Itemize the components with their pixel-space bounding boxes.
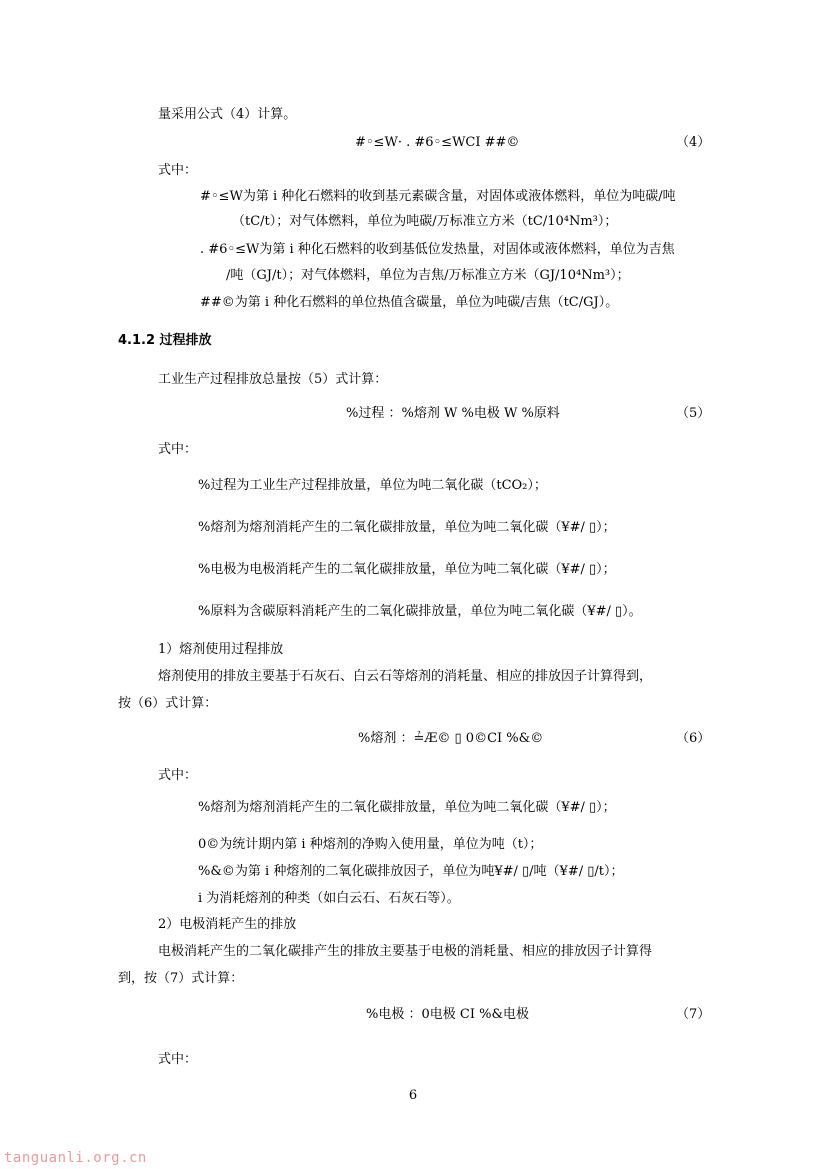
definition-line: ##©为第 i 种化石燃料的单位热值含碳量，单位为吨碳/吉焦（tC/GJ）。 bbox=[200, 295, 619, 310]
equation-number: （5） bbox=[676, 406, 711, 421]
definition-line: （tC/t）；对气体燃料，单位为吨碳/万标准立方米（tC/10⁴Nm³）； bbox=[232, 214, 618, 229]
watermark: tanguanli.org.cn bbox=[4, 1150, 147, 1166]
text-line: 电极消耗产生的二氧化碳排产生的排放主要基于电极的消耗量、相应的排放因子计算得 bbox=[158, 944, 653, 959]
page-number: 6 bbox=[408, 1088, 418, 1103]
text-line: 式中： bbox=[158, 163, 198, 178]
definition-line: 0©为统计期内第 i 种熔剂的净购入使用量，单位为吨（t）； bbox=[198, 837, 543, 852]
subsection-heading: 1）熔剂使用过程排放 bbox=[158, 642, 284, 657]
text-line: 量采用公式（4）计算。 bbox=[158, 107, 297, 122]
definition-line: %原料为含碳原料消耗产生的二氧化碳排放量，单位为吨二氧化碳（¥#/ ▯）。 bbox=[198, 604, 642, 619]
equation-7: %电极 ：0电极 CI %&电极 bbox=[366, 1007, 530, 1022]
definition-line: i 为消耗熔剂的种类（如白云石、石灰石等）。 bbox=[198, 891, 460, 906]
text-line: 式中： bbox=[158, 768, 198, 783]
equation-6: %熔剂 ：≟Æ© ▯ 0©CI %&© bbox=[358, 731, 544, 746]
equation-number: （4） bbox=[676, 135, 711, 150]
equation-5: %过程 ：%熔剂 W %电极 W %原料 bbox=[346, 406, 560, 421]
definition-line: %&©为第 i 种熔剂的二氧化碳排放因子，单位为吨¥#/ ▯/吨（¥#/ ▯/t）； bbox=[198, 864, 624, 879]
text-line: 到，按（7）式计算： bbox=[118, 971, 244, 986]
text-line: 按（6）式计算： bbox=[118, 696, 218, 711]
definition-line: %熔剂为熔剂消耗产生的二氧化碳排放量，单位为吨二氧化碳（¥#/ ▯）； bbox=[198, 800, 616, 815]
equation-number: （6） bbox=[676, 731, 711, 746]
definition-line: %熔剂为熔剂消耗产生的二氧化碳排放量，单位为吨二氧化碳（¥#/ ▯）； bbox=[198, 520, 616, 535]
definition-line: %电极为电极消耗产生的二氧化碳排放量，单位为吨二氧化碳（¥#/ ▯）； bbox=[198, 562, 616, 577]
definition-line: %过程为工业生产过程排放量，单位为吨二氧化碳（tCO₂）； bbox=[198, 478, 547, 493]
equation-4: #◦≤W· . #6◦≤WCI ##© bbox=[355, 135, 520, 150]
equation-number: （7） bbox=[676, 1007, 711, 1022]
text-line: 式中： bbox=[158, 442, 198, 457]
definition-line: . #6◦≤W为第 i 种化石燃料的收到基低位发热量，对固体或液体燃料，单位为吉焦 bbox=[200, 242, 675, 257]
text-line: 熔剂使用的排放主要基于石灰石、白云石等熔剂的消耗量、相应的排放因子计算得到， bbox=[158, 669, 653, 684]
definition-line: /吨（GJ/t）；对气体燃料，单位为吉焦/万标准立方米（GJ/10⁴Nm³）； bbox=[226, 268, 630, 283]
text-line: 工业生产过程排放总量按（5）式计算： bbox=[158, 372, 388, 387]
section-heading: 4.1.2 过程排放 bbox=[118, 333, 212, 348]
text-line: 式中： bbox=[158, 1052, 198, 1067]
definition-line: #◦≤W为第 i 种化石燃料的收到基元素碳含量，对固体或液体燃料，单位为吨碳/吨 bbox=[200, 189, 676, 204]
subsection-heading: 2）电极消耗产生的排放 bbox=[158, 917, 297, 932]
